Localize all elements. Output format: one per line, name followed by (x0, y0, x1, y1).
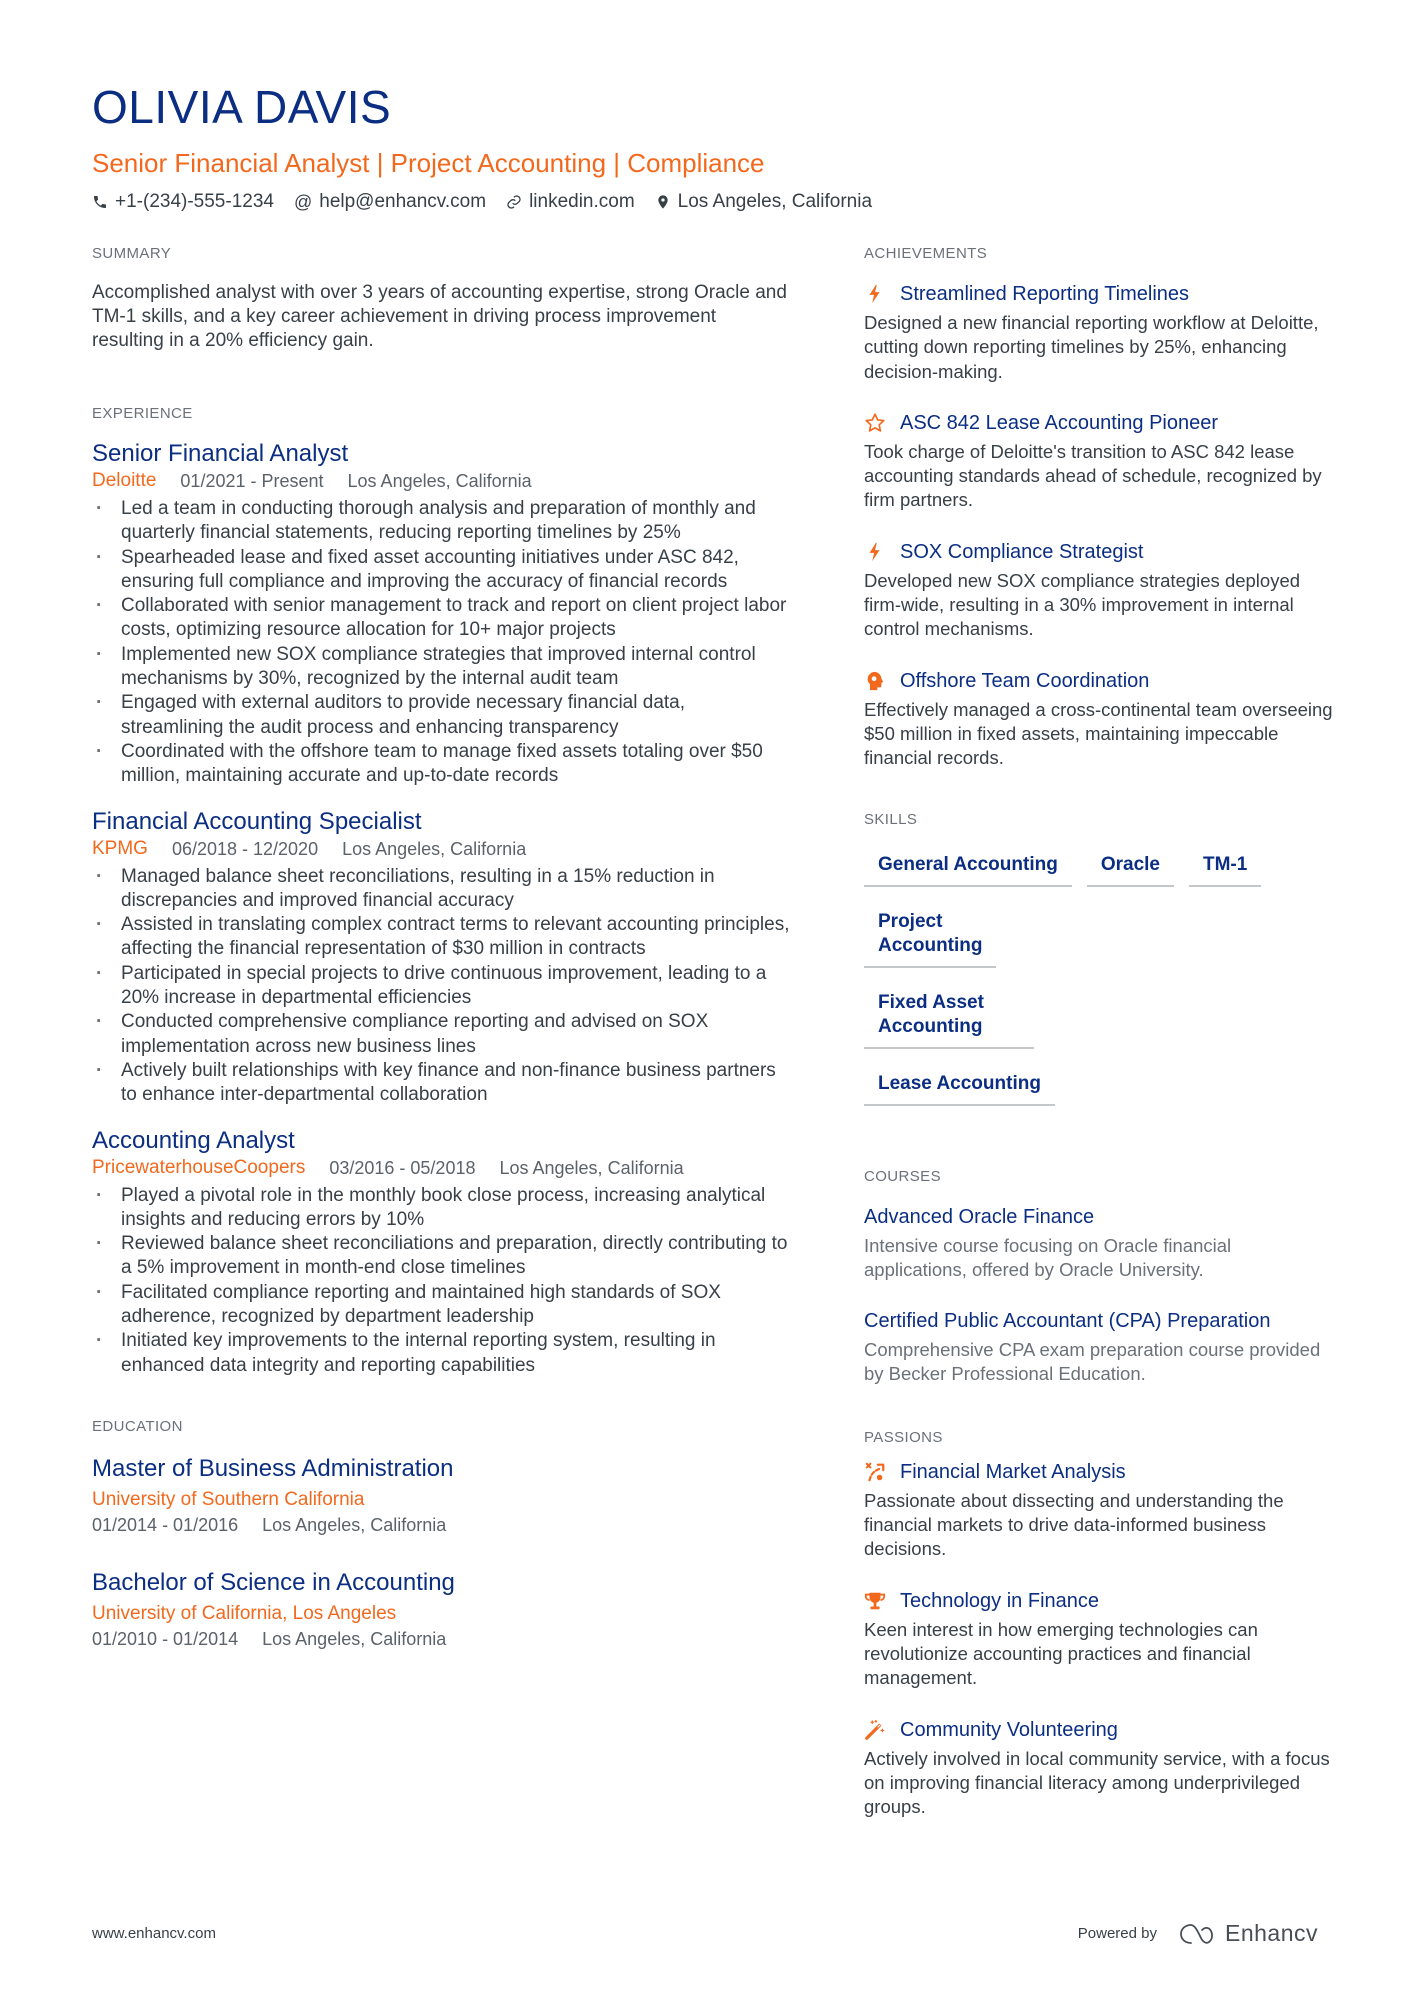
passion-header (864, 1717, 1334, 1743)
job-company: Deloitte (92, 470, 157, 491)
achievement-header (864, 410, 1334, 436)
powered-by-label: Powered by (1077, 1925, 1157, 1942)
passion-title: Financial Market Analysis (900, 1460, 1126, 1483)
education-meta (92, 1626, 792, 1652)
section-title-achievements: ACHIEVEMENTS (864, 245, 988, 262)
magic-wand-icon (864, 1719, 886, 1741)
education-location: Los Angeles, California (262, 1628, 447, 1649)
education-dates: 01/2014 - 01/2016 (92, 1514, 239, 1535)
star-outline-icon (864, 412, 886, 434)
courses-section (864, 1168, 1334, 1387)
job-bullet: · Played a pivotal role in the monthly book close process, increasing analytical insights and reducing errors by 10% (92, 1184, 792, 1233)
phone-icon (92, 194, 108, 210)
job-location: Los Angeles, California (499, 1157, 684, 1178)
strategy-play-icon (864, 1461, 886, 1483)
school-name: University of Southern California (92, 1488, 365, 1510)
left-column (92, 245, 792, 1696)
skill-tag: Oracle (1087, 847, 1174, 887)
email-text: help@enhancv.com (319, 191, 487, 212)
job-bullet: · Reviewed balance sheet reconciliations and preparation, directly contributing to a 5% improvement in month-end close timelines (92, 1232, 792, 1281)
lightning-bolt-icon (864, 283, 886, 305)
enhancv-logo-icon (1177, 1921, 1217, 1947)
job-dates: 01/2021 - Present (180, 471, 324, 491)
course-desc: Comprehensive CPA exam preparation course provided by Becker Professional Education. (864, 1339, 1321, 1385)
candidate-headline: Senior Financial Analyst | Project Accounting | Compliance (92, 148, 765, 178)
passion-title: Community Volunteering (900, 1718, 1118, 1741)
skill-tag: TM-1 (1189, 847, 1261, 887)
job-company: PricewaterhouseCoopers (92, 1156, 306, 1178)
job-bullets (92, 865, 792, 1108)
job-location: Los Angeles, California (347, 471, 532, 491)
job-bullet: · Assisted in translating complex contract terms to relevant accounting principles, affecting the financial representation of $30 million in contracts (92, 913, 792, 962)
passion-header (864, 1459, 1334, 1485)
lightning-bolt-icon (864, 541, 886, 563)
skills-section (864, 811, 1334, 1106)
right-column (864, 245, 1334, 1863)
experience-section (92, 405, 792, 1378)
course-desc: Intensive course focusing on Oracle financial applications, offered by Oracle University. (864, 1234, 1232, 1280)
powered-by (1078, 1920, 1318, 1947)
course-item (864, 1204, 1334, 1283)
course-title: Advanced Oracle Finance (864, 1205, 1095, 1228)
phone-text: +1-(234)-555-1234 (115, 191, 274, 212)
education-meta (92, 1512, 792, 1538)
skill-tag: Project Accounting (864, 904, 996, 968)
section-title-skills: SKILLS (864, 810, 918, 828)
achievement-desc: Effectively managed a cross-continental team overseeing $50 million in fixed assets, maintaining impeccable financial records. (864, 698, 1333, 769)
linkedin-text: linkedin.com (529, 191, 635, 212)
passion-item (864, 1459, 1334, 1562)
achievement-title: SOX Compliance Strategist (900, 540, 1144, 563)
achievement-item (864, 539, 1334, 642)
skills-list (864, 847, 1334, 1106)
contact-location (655, 188, 872, 216)
footer (92, 1920, 1318, 1947)
job-meta (92, 1156, 792, 1180)
job-bullet: · Engaged with external auditors to provide necessary financial data, streamlining the audit process and enhancing transparency (92, 691, 792, 740)
job-bullets (92, 497, 792, 789)
job-bullet: · Facilitated compliance reporting and maintained high standards of SOX adherence, recognized by department leadership (92, 1281, 792, 1330)
achievement-title: Offshore Team Coordination (900, 669, 1150, 692)
job-dates: 03/2016 - 05/2018 (329, 1157, 476, 1178)
course-item (864, 1308, 1334, 1387)
job-location: Los Angeles, California (342, 838, 527, 859)
section-title-passions: PASSIONS (864, 1428, 943, 1446)
job-bullet: · Managed balance sheet reconciliations, resulting in a 15% reduction in discrepancies and improved financial accuracy (92, 865, 792, 914)
achievements-section (864, 245, 1334, 771)
resume-header (92, 80, 1332, 216)
passions-section (864, 1429, 1334, 1820)
passion-desc: Keen interest in how emerging technologies can revolutionize accounting practices and financial management. (864, 1618, 1258, 1689)
passion-item (864, 1588, 1334, 1691)
footer-website-link[interactable]: www.enhancv.com (92, 1925, 216, 1942)
job-title: Senior Financial Analyst (92, 440, 349, 467)
job-dates: 06/2018 - 12/2020 (171, 838, 319, 859)
job-bullet: · Initiated key improvements to the internal reporting system, resulting in enhanced data integrity and reporting capabilities (92, 1329, 792, 1378)
job-meta (92, 469, 792, 493)
skill-tag: Lease Accounting (864, 1066, 1055, 1106)
achievement-item (864, 668, 1334, 771)
passion-desc: Passionate about dissecting and understanding the financial markets to drive data-informed business decisions. (864, 1489, 1284, 1560)
job-title: Financial Accounting Specialist (92, 807, 422, 835)
education-dates: 01/2010 - 01/2014 (92, 1628, 239, 1649)
achievement-header (864, 281, 1334, 307)
job-bullet: · Participated in special projects to drive continuous improvement, leading to a 20% increase in departmental efficiencies (92, 962, 792, 1011)
job-meta (92, 837, 792, 861)
job-bullet: · Implemented new SOX compliance strategies that improved internal control mechanisms by 30%, recognized by the internal audit team (92, 643, 792, 692)
education-entry (92, 1454, 792, 1538)
achievement-header (864, 539, 1334, 565)
achievement-item (864, 410, 1334, 513)
job-company: KPMG (92, 837, 148, 859)
location-pin-icon (655, 194, 671, 210)
achievement-desc: Developed new SOX compliance strategies deployed firm-wide, resulting in a 30% improvement in internal control mechanisms. (864, 569, 1301, 640)
job-bullet: · Coordinated with the offshore team to manage fixed assets totaling over $50 million, maintaining accurate and up-to-date records (92, 740, 792, 789)
job-bullet: · Actively built relationships with key finance and non-finance business partners to enhance inter-departmental collaboration (92, 1059, 792, 1108)
enhancv-logo[interactable] (1177, 1920, 1318, 1947)
achievement-title: ASC 842 Lease Accounting Pioneer (900, 411, 1218, 434)
skill-tag: Fixed Asset Accounting (864, 985, 1034, 1049)
trophy-icon (864, 1590, 886, 1612)
candidate-name: OLIVIA DAVIS (92, 81, 392, 133)
school-name: University of California, Los Angeles (92, 1602, 397, 1624)
degree-title: Bachelor of Science in Accounting (92, 1568, 455, 1596)
job-bullets (92, 1184, 792, 1378)
contact-linkedin[interactable] (506, 188, 635, 216)
course-title: Certified Public Accountant (CPA) Preparation (864, 1310, 1271, 1333)
achievement-item (864, 281, 1334, 384)
contact-phone[interactable] (92, 188, 274, 216)
section-title-experience: EXPERIENCE (92, 405, 193, 422)
achievement-desc: Took charge of Deloitte's transition to ASC 842 lease accounting standards ahead of schedule, recognized by firm partners. (864, 440, 1322, 511)
job-bullet: · Led a team in conducting thorough analysis and preparation of monthly and quarterly financial statements, reducing reporting timelines by 25% (92, 497, 792, 546)
degree-title: Master of Business Administration (92, 1454, 454, 1482)
achievement-title: Streamlined Reporting Timelines (900, 283, 1190, 305)
job-entry (92, 439, 792, 789)
contact-email[interactable] (294, 188, 486, 216)
summary-section (92, 245, 792, 353)
location-text: Los Angeles, California (677, 191, 873, 212)
brand-name: Enhancv (1224, 1920, 1318, 1946)
link-icon (506, 194, 522, 210)
section-title-courses: COURSES (864, 1167, 941, 1185)
achievement-desc: Designed a new financial reporting workflow at Deloitte, cutting down reporting timelines by 25%, enhancing decision-making. (864, 312, 1319, 382)
summary-text: Accomplished analyst with over 3 years of accounting expertise, strong Oracle and TM-1 skills, and a key career achievement in driving process improvement resulting in a 20% efficiency gain. (92, 282, 787, 351)
job-entry (92, 807, 792, 1108)
passion-item (864, 1717, 1334, 1820)
head-brain-icon (864, 670, 886, 692)
job-bullet: · Spearheaded lease and fixed asset accounting initiatives under ASC 842, ensuring full compliance and improving the accuracy of financial records (92, 546, 792, 595)
passion-title: Technology in Finance (900, 1589, 1100, 1612)
skill-tag: General Accounting (864, 847, 1072, 887)
section-title-education: EDUCATION (92, 1417, 183, 1435)
passion-desc: Actively involved in local community service, with a focus on improving financial literacy among underprivileged groups. (864, 1747, 1330, 1818)
education-location: Los Angeles, California (262, 1514, 447, 1535)
passion-header (864, 1588, 1334, 1614)
job-bullet: · Collaborated with senior management to track and report on client project labor costs, optimizing resource allocation for 10+ major projects (92, 594, 792, 643)
education-section (92, 1418, 792, 1652)
contact-bar (92, 188, 1332, 216)
job-entry (92, 1126, 792, 1378)
education-entry (92, 1568, 792, 1652)
at-icon: @ (293, 192, 313, 212)
section-title-summary: SUMMARY (92, 245, 172, 262)
achievement-header (864, 668, 1334, 694)
job-title: Accounting Analyst (92, 1126, 295, 1154)
job-bullet: · Conducted comprehensive compliance reporting and advised on SOX implementation across new business lines (92, 1010, 792, 1059)
